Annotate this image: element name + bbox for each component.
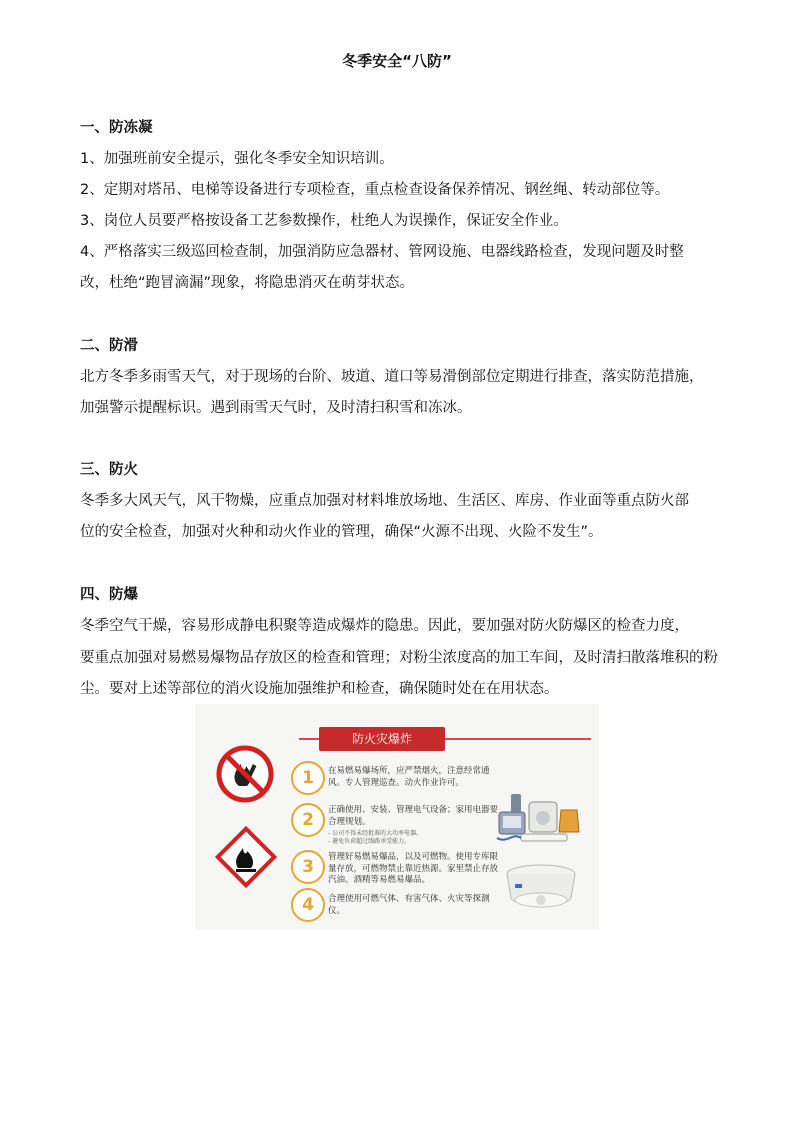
paragraph-line: 2、定期对塔吊、电梯等设备进行专项检查，重点检查设备保养情况、钢丝绳、转动部位等。 bbox=[80, 182, 670, 198]
paragraph-line: 1、加强班前安全提示，强化冬季安全知识培训。 bbox=[80, 151, 394, 167]
tip-text: 正确使用、安装、管理电气设备；家用电器要合理规划。 bbox=[328, 805, 499, 827]
paragraph-line: 尘。要对上述等部位的消火设施加强维护和检查，确保随时处在在用状态。 bbox=[80, 681, 559, 697]
paragraph-line: 冬季多大风天气，风干物燥，应重点加强对材料堆放场地、生活区、库房、作业面等重点防火部 bbox=[80, 493, 689, 509]
tip-number-badge: 2 bbox=[291, 803, 325, 837]
tip-text: 在易燃易爆场所，应严禁烟火，注意经常通风。专人管理巡查。动火作业许可。 bbox=[328, 766, 490, 788]
paragraph-line: 改，杜绝“跑冒滴漏”现象，将隐患消灭在萌芽状态。 bbox=[80, 275, 415, 291]
smoke-detector-icon bbox=[501, 854, 581, 920]
paragraph-line: 要重点加强对易燃易爆物品存放区的检查和管理；对粉尘浓度高的加工车间，及时清扫散落堆积的粉 bbox=[80, 650, 718, 666]
tip-number-badge: 3 bbox=[291, 850, 325, 884]
paragraph-line: 3、岗位人员要严格按设备工艺参数操作，杜绝人为误操作，保证安全作业。 bbox=[80, 213, 568, 229]
tip-number-badge: 4 bbox=[291, 888, 325, 922]
paragraph-line: 北方冬季多雨雪天气，对于现场的台阶、坡道、道口等易滑倒部位定期进行排查，落实防范措施， bbox=[80, 369, 704, 385]
tip-subnote: - 避免负荷超过线路承受能力。 bbox=[328, 838, 411, 845]
flammable-hazard-icon bbox=[213, 824, 279, 890]
poster-rule-right bbox=[445, 738, 591, 740]
section-heading-anti-slip: 二、防滑 bbox=[80, 338, 138, 354]
household-appliances-icon bbox=[491, 788, 587, 846]
poster-rule-left bbox=[299, 738, 319, 740]
section-heading-explosion-prevention: 四、防爆 bbox=[80, 587, 138, 603]
fire-explosion-poster bbox=[195, 704, 599, 930]
section-heading-anti-freeze: 一、防冻凝 bbox=[80, 120, 153, 136]
page-title: 冬季安全“八防” bbox=[342, 52, 452, 70]
tip-subnote: - 公司不得未经批准的大功率电器。 bbox=[328, 830, 423, 837]
no-open-flame-icon bbox=[215, 744, 275, 804]
tip-text: 管理好易燃易爆品，以及可燃物。使用专库限量存放，可燃物禁止靠近热源。家里禁止存放汽油、酒精等易燃易爆品。 bbox=[328, 852, 499, 885]
paragraph-line: 冬季空气干燥，容易形成静电积聚等造成爆炸的隐患。因此，要加强对防火防爆区的检查力度， bbox=[80, 618, 689, 634]
paragraph-line: 4、严格落实三级巡回检查制，加强消防应急器材、管网设施、电器线路检查，发现问题及时整 bbox=[80, 244, 684, 260]
tip-text: 合理使用可燃气体、有害气体、火灾等探测仪。 bbox=[328, 894, 490, 916]
poster-title: 防火灾爆炸 bbox=[319, 727, 445, 751]
section-heading-fire-prevention: 三、防火 bbox=[80, 462, 138, 478]
paragraph-line: 加强警示提醒标识。遇到雨雪天气时，及时清扫积雪和冻冰。 bbox=[80, 400, 472, 416]
paragraph-line: 位的安全检查，加强对火种和动火作业的管理，确保“火源不出现、火险不发生”。 bbox=[80, 524, 603, 540]
tip-number-badge: 1 bbox=[291, 761, 325, 795]
